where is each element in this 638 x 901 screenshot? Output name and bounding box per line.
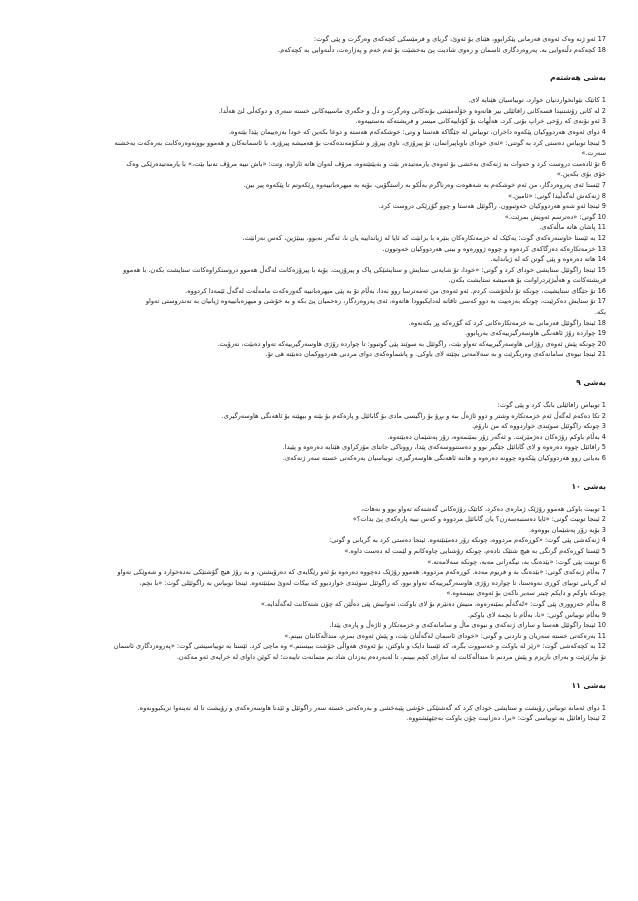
- verse-line: 11 پاشان هاتە ماڵەکەی.: [539, 223, 606, 232]
- verse-line: 8 بەڵام خەزووری پێی گوت: «لەگەڵم بمێنەرەوە، منیش دەنێرم بۆ لای باوکت، ئەوانیش پێی دەڵێن کە چۆن شتەکانت لەگەڵدایە.»: [260, 599, 606, 608]
- verse-line: 1 کاتێک نێوانخواردنیان خوارد، توبیاسیان هێنایە لای.: [468, 96, 606, 105]
- verse-line: 1 توبیت باوکی هەموو رۆژێک ژمارەی دەکرد، کاتێک رۆژەکانی گەشتەکە تەواو بوو و نەهات،: [361, 504, 606, 513]
- verse-line: 4 ژنەکەشی پێی گوت: «کوڕەکەم مردووە، چونکە زۆر دەمێنێتەوە. ئینجا دەستی کرد بە گریانی و گوتی:: [328, 536, 606, 545]
- verse-line: 2 ئینجا رافائێل بە توبیاسی گوت: «برا، دەزانیت چۆن باوکت بەجێهێشتووە.: [406, 714, 606, 723]
- chapter-heading: بەشی ١١: [571, 680, 606, 690]
- verse-line: 7 ئێستا ئەی پەروەردگار، من ئەم خوشکەم بە شەهوەت وەرناگرم بەڵکو بە راستگۆیی، بۆیە بە میهرەبانییەوە ڕێکەوتم تا پێکەوە پیر بین.: [243, 180, 606, 189]
- verse-line: لە گریانی توبیای کوڕی نەوەستا، تا چواردە رۆژی هاوسەرگیرییەکە تەواو بوو، کە راگوئێل سوێندی خواردبوو کە بیکات لەوێ بمێنێتەوە. ئینجا توبیاس بە راگوئێلی گوت: «با بچم،: [139, 578, 606, 587]
- verse-line: 6 تۆ ئادەمت دروست کرد و حەوات بە ژنەکەی بەخشی بۆ ئەوەی یارمەتیدەر بێت و بەیێتێتەوە، مرۆڤ لەوان هاتە ئاراوە، وتت: «باش نییە مرۆڤ تەنیا بێت،» با یارمەتیدەرێکی وەک: [126, 159, 606, 168]
- verse-line: 2 تکا دەکەم لەگەڵ ئەم خزمەتکارە وشتر و دوو ئاژەڵ ببە و بڕۆ بۆ راگیسی مادی بۆ گابائێل و پارەکەم بۆ بێنە و بیهێنە بۆ ئاهەنگی هاوسەرگیری.: [221, 411, 606, 420]
- chapter-heading: بەشی ٩: [576, 378, 606, 388]
- verse-line: 17 ئەو ژنە وەک ئەوەی فەرمانی پێکرابوو، هێنای بۆ ئەوێ، گریای و فرمێسکی کچەکەی وەرگرت و پێی گوت:: [313, 35, 606, 43]
- verse-line: 9 ئینجا ئەو شەو هەردووکیان خەوتبوون. راگوئێل هەستا و چوو گۆڕێکی دروست کرد.: [378, 202, 606, 211]
- verse-line: 18 ئینجا راگوئێل فەرمانی بە خزمەتکارەکانی کرد کە گۆڕەکە پڕ بکەنەوە.: [408, 318, 606, 327]
- section-chapter-10: [34, 481, 606, 663]
- verse-line: 16 تۆ جێگای ستایشیت، چونکە تۆ دڵخۆشت کردم. ئەو ئەوەی من ئەمەترسا روو نەدا، بەڵام تۆ بە پێی میهرەبانییە گەورەکەت مامەڵەت لەگەڵ ئێمەدا کردووە.: [185, 286, 606, 295]
- verse-line: 2 لە کاتی رۆشتنیدا قسەکانی رافائێلی بیر هاتەوە و خۆڵەمێشی بۆنەکانی وەرگرت و دڵ و جگەری ماسییەکانی خستە سەری و دوکەڵی لێ هەڵدا.: [218, 106, 606, 115]
- verse-line: 1 توبیاس رافائێلی بانگ کرد و پێی گوت:: [497, 401, 606, 410]
- verse-line: 15 ئینجا راگوئێل ستایشی خودای کرد و گوتی: «خودا، تۆ شایەنی ستایش و ستایشێکی پاک و پیرۆزیت. بۆیە با پیرۆزەکانت لەگەڵ هەموو دروستکراوەکانت ستایشت بکەن. با هەموو: [123, 265, 606, 274]
- verse-line: 3 چونکە راگوئێل سوێندی خواردووە کە من نارۆم.: [471, 422, 606, 431]
- verse-line: 17 تۆ ستایش دەکرێیت، چونکە بەزەییت بە دوو کەسی تاقانە لەدایکبوودا هاتەوە، ئەی پەروەردگار، رەحمیان پێ بکە و بە خۆشی و میهرەبانییەوە ژیانیان بە تەندروستی تەواو: [145, 297, 606, 306]
- verse-line: 4 بەڵام باوکم رۆژەکان دەژمێرێت. و ئەگەر زۆر بمێنمەوە، زۆر پەشێمان دەبێتەوە.: [387, 432, 606, 441]
- verse-line: 7 بەڵام ژنەکەی گوتی: «بێدەنگ بە و فریوم مەدە. کوڕەکەم مردووە. هەموو رۆژێک دەچووە دەرەوە بۆ ئەو رێگایەی کە دەرۆیشتن، و بە رۆژ هیچ گۆشتێکی نەدەخوارد و شەوێکی تەواو: [117, 568, 606, 577]
- verse-line: 8 ژنەکەش لەگەڵیدا گوتی: «ئامین.»: [507, 191, 606, 200]
- section-intro: [34, 34, 606, 55]
- verse-line: فریشتەکانت و هەڵبژێردراوانت بۆ هەمیشە ستایشت بکەن.: [448, 276, 606, 285]
- verse-line: 11 بەرەکەتی خستە سەریان و ناردنی و گوتی: «خودای ئاسمان لەگەڵتان بێت، و پێش ئەوەی بمرم، منداڵەکانتان ببینم.»: [284, 631, 606, 640]
- chapter-heading: بەشی ١٠: [571, 481, 606, 491]
- verse-line: 14 هاتە دەرەوە و پێی گوتن کە لە ژیاندایە.: [490, 255, 606, 264]
- verse-line: 5 ئینجا توبیاس دەستی کرد بە گوتنی: «ئەی خودای باوباپیرانمان، تۆ پیرۆزی، ناوی پیرۆز و شکۆمەندەکەت بۆ هەمیشە پیرۆزە. با ئاسمانەکان و هەموو بوونەوەرەکانت بەرەکەت بەخشنە: [114, 138, 606, 147]
- verse-line: 5 رافائێل چووە دەرەوە و لای گابائێل جێگیر بوو و دەستنووسەکەی پێدا، رووناکی جانتای مۆرکراوی هێنایە دەرەوە و پێیدا.: [282, 443, 606, 452]
- verse-line: 3 ئەو بۆنەی کە رۆحی خراپ بۆنی کرد، هەڵهات بۆ کۆتاییەکانی میسر و فریشتەکە بەستییەوە.: [355, 117, 606, 126]
- verse-line: 1 دوای ئەمانە توبیاس رۆیشت و ستایشی خودای کرد کە گەشتێکی خۆشی پێبەخشی و بەرەکەتی خستە سەر راگوئێل و ئێدنا هاوسەرەکەی و رۆیشت تا لە نەینەوا نزیکبوونەوە.: [137, 703, 606, 712]
- verse-line: 5 ئێستا کوڕەکەم گرنگی بە هیچ شتێک نادەم، چونکە رۆشنایی چاوەکانم و لێمت لە دەست داوە.»: [344, 546, 606, 555]
- verse-line: 3 بۆیە زۆر پەشێمان بووەوە.: [529, 525, 606, 534]
- verse-line: 2 ئینجا توبیت گوتی: «ئایا دەستبەسەرن؟ یان گابائێل مردووە و کەس نییە پارەکەی پێ بدات؟»: [352, 515, 606, 524]
- verse-line: سەرت.»: [581, 149, 606, 158]
- verse-line: 9 بەڵام توبیاس گوتی: «نا، بەڵام با بچمە لای باوکم.: [467, 610, 606, 619]
- verse-line: 19 چواردە رۆژ ئاهەنگی هاوسەرگیرییەکەی بەرپابوو.: [465, 329, 606, 338]
- section-chapter-9: [34, 377, 606, 464]
- verse-line: 12 بە ئێستا خاوسەرەکەی گوت: یەکێک لە خزمەتکارەکان بنێرە با بزانێت کە ئایا لە ژیانداییە یان نا، ئەگەر نەبوو، بینێژین، کەس نەزانێت.: [242, 233, 606, 242]
- verse-line: 12 بە کچەکەشی گوت: «رێز لە باوکت و خەسووت بگرە، کە ئێستا دایک و باوکتن، بۆ ئەوەی هەواڵی خۆشت ببیستم.» وە ماچی کرد. ئێستا بە توبیاسیشی گوت: «پەروەردگاری ئاسمان: [113, 642, 606, 651]
- verse-line: خۆی بۆی بکەین.»: [556, 170, 606, 179]
- verse-line: 6 توبیت پێی گوت: «بێدەنگ بە، نیگەرانی مەبە، چونکە سەلامەتە.»: [427, 557, 606, 566]
- verse-line: 4 دوای ئەوەی هەردووکیان پێکەوە داخران، توبیاس لە جێگاکە هەستا و وتی: خوشکەکەم هەستە و دوعا بکەین کە خودا بەزەییمان پێدا بێتەوە.: [228, 127, 606, 136]
- chapter-heading: بەشی هەشتەم: [550, 73, 606, 83]
- verse-line: چونکە باوکم و دایکم چیتر سەیر ناکەن بۆ ئەوەی ببینمەوە.»: [446, 589, 606, 598]
- verse-line: 10 ئینجا راگوئێل هەستا و سارای ژنەکەی و نیوەی ماڵ و سامانەکەی و خزمەتکار و ئاژەڵ و پارەی پێدا.: [329, 621, 606, 630]
- verse-line: تۆ بپارێزێت و بەرای نازیزم و پێش مردنم تا منداڵەکانت لە سارای کچم ببینم، تا لەبەردەم یەزدان شاد بم متمانەت تایبەت؛ لە کوێن داوای لە خراپەی ئەو مەکەن.: [176, 652, 606, 661]
- verse-line: 13 خزمەتکارەکە دەرگاکەی کردەوە و چووە ژوورەوە و بینی هەردووکیان خەوتوون.: [382, 244, 606, 253]
- verse-line: 18 کچەکەم دڵنەوایی بە. پەروەردگاری ئاسمان و زەوی شادیت پێ بەخشێت بۆ ئەم خەم و پەژارەت، دڵنەوایی بە کچەکەم.: [278, 45, 606, 54]
- verse-line: 6 بەیانی زوو هەردووکیان پێکەوە چوونە دەرەوە و هاتنە ئاهەنگی هاوسەرگیری، توبیاسیان بەرەکەتی خستە سەر ژنەکەی.: [282, 454, 606, 462]
- verse-line: بکە.: [594, 308, 606, 317]
- verse-line: 10 گوتی: «دەترسم ئەویش بمرێت.»: [504, 212, 606, 221]
- section-chapter-8: [34, 72, 606, 360]
- section-chapter-11: [34, 680, 606, 724]
- verse-line: 20 چونکە پێش ئەوەی رۆژانی هاوسەرگیرییەکە تەواو بێت، راگوئێل بە سوێند پێی گوتبوو: تا چواردە رۆژی هاوسەرگیرییەکە تەواو دەبێت، نەرۆیت.: [217, 339, 606, 348]
- verse-line: 21 ئینجا نیوەی سامانەکەی وەربگرێت و بە سەلامەتی بچێتە لای باوکی. و پاشماوەکەی دوای مردنی هەردووکمان دەبێتە هی تۆ.: [265, 350, 606, 359]
